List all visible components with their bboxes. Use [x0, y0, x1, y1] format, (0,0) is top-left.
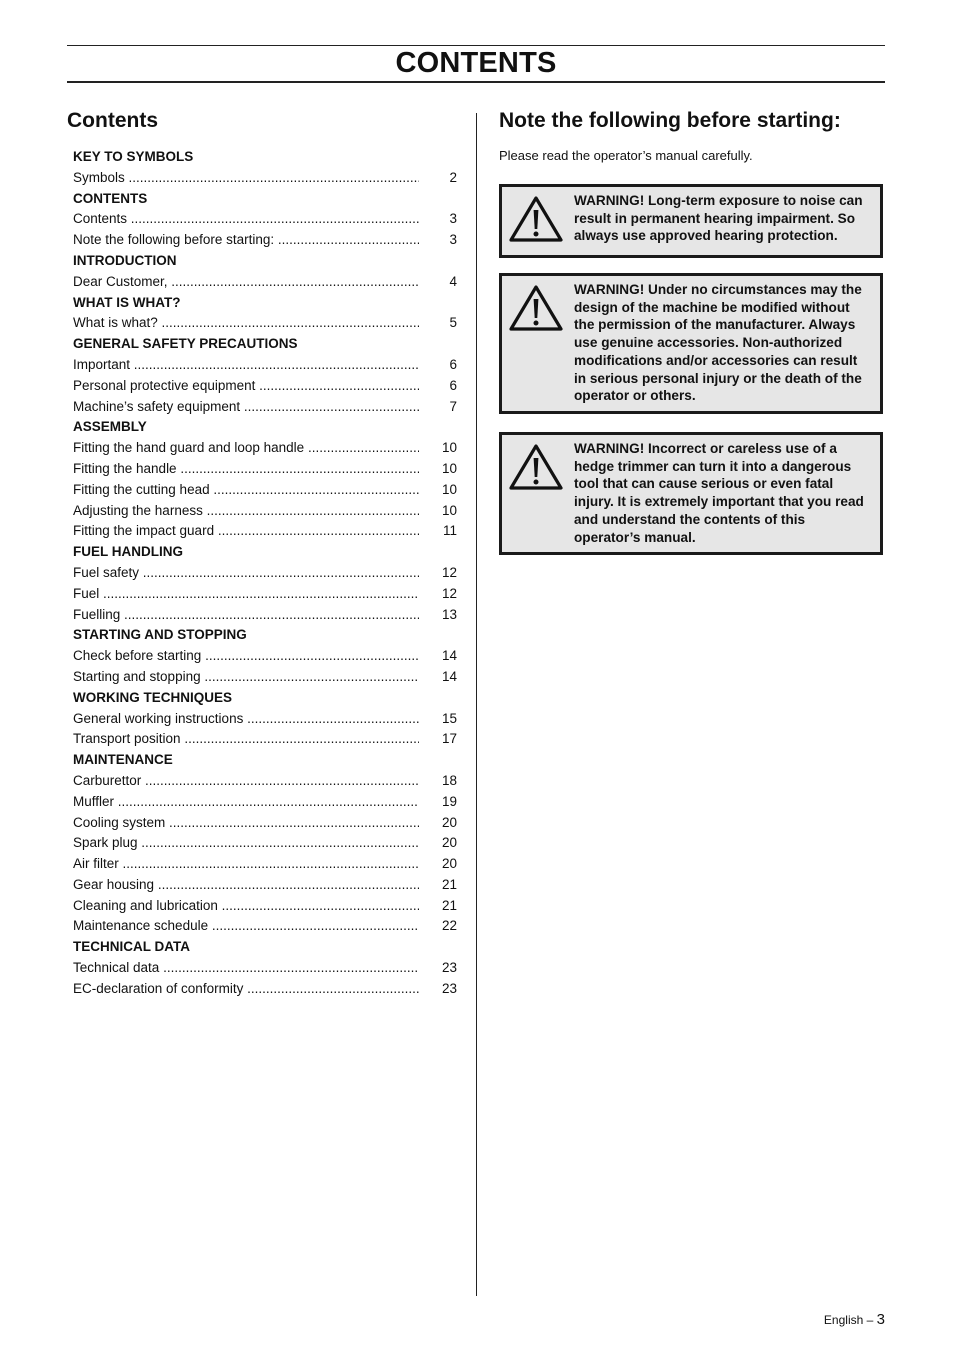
toc-entry-label: Contents .....	[73, 209, 419, 230]
toc-entry-page: 23	[441, 960, 457, 976]
toc-entry-label: Cooling system .....	[73, 813, 419, 834]
toc-entry[interactable]	[73, 667, 457, 688]
toc-entry-page: 5	[449, 315, 457, 331]
toc-entry-label: Dear Customer, .....	[73, 272, 419, 293]
toc-group-title: CONTENTS	[73, 190, 148, 206]
warning-box	[499, 184, 883, 258]
toc-group-title: GENERAL SAFETY PRECAUTIONS	[73, 336, 298, 352]
toc-entry-label: Fitting the impact guard .....	[73, 521, 419, 542]
toc-entry[interactable]	[73, 480, 457, 501]
toc-entry-label: Fuel .....	[73, 584, 419, 605]
toc-entry[interactable]	[73, 813, 457, 834]
toc-entry[interactable]	[73, 605, 457, 626]
footer-page-number: 3	[876, 1311, 885, 1328]
toc-entry[interactable]	[73, 397, 457, 418]
toc-entry-page: 17	[441, 731, 457, 747]
warning-triangle-icon	[508, 281, 566, 405]
header-bottom-rule	[67, 81, 885, 83]
notes-intro: Please read the operator’s manual carefully.	[499, 148, 753, 163]
toc-entry-page: 19	[441, 793, 457, 809]
toc-entry-page: 6	[449, 356, 457, 372]
toc-entry[interactable]	[73, 521, 457, 542]
toc-entry-page: 12	[441, 585, 457, 601]
toc-entry-page: 21	[441, 897, 457, 913]
toc-entry-label: What is what? .....	[73, 313, 419, 334]
toc-list	[67, 147, 457, 1000]
toc-entry[interactable]	[73, 584, 457, 605]
toc-group-title: TECHNICAL DATA	[73, 939, 190, 955]
toc-entry-label: Air filter .....	[73, 854, 419, 875]
toc-entry-label: Fitting the handle .....	[73, 459, 419, 480]
toc-group-title: STARTING AND STOPPING	[73, 627, 247, 643]
table-of-contents	[67, 108, 457, 1000]
footer-separator: –	[866, 1313, 874, 1327]
toc-entry[interactable]	[73, 313, 457, 334]
notes-section	[499, 108, 889, 545]
toc-entry-page: 10	[441, 502, 457, 518]
toc-entry[interactable]	[73, 459, 457, 480]
toc-entry[interactable]	[73, 916, 457, 937]
toc-entry-page: 13	[441, 606, 457, 622]
warning-box	[499, 432, 883, 555]
toc-entry[interactable]	[73, 438, 457, 459]
toc-entry[interactable]	[73, 875, 457, 896]
toc-entry-label: Transport position .....	[73, 729, 419, 750]
toc-entry[interactable]	[73, 958, 457, 979]
toc-entry-page: 21	[441, 876, 457, 892]
toc-entry[interactable]	[73, 896, 457, 917]
toc-entry[interactable]	[73, 792, 457, 813]
toc-entry-page: 22	[441, 918, 457, 934]
toc-entry-page: 20	[441, 835, 457, 851]
toc-entry-page: 7	[449, 398, 457, 414]
footer-language: English	[823, 1313, 864, 1327]
toc-entry-label: Adjusting the harness .....	[73, 501, 419, 522]
toc-entry-label: Starting and stopping .....	[73, 667, 419, 688]
warning-triangle-icon	[508, 440, 566, 546]
toc-entry-label: Carburettor .....	[73, 771, 419, 792]
toc-group-title: INTRODUCTION	[73, 252, 177, 268]
page-title: CONTENTS	[395, 47, 557, 79]
toc-entry-label: Machine’s safety equipment .....	[73, 397, 419, 418]
toc-entry-label: Fitting the hand guard and loop handle .....	[73, 438, 419, 459]
toc-entry-page: 18	[441, 772, 457, 788]
toc-entry-page: 20	[441, 814, 457, 830]
toc-entry[interactable]	[73, 376, 457, 397]
toc-entry[interactable]	[73, 646, 457, 667]
toc-entry[interactable]	[73, 501, 457, 522]
toc-entry-label: Personal protective equipment .....	[73, 376, 419, 397]
toc-entry[interactable]	[73, 709, 457, 730]
toc-entry[interactable]	[73, 563, 457, 584]
toc-entry-page: 20	[441, 856, 457, 872]
toc-entry-label: Spark plug .....	[73, 833, 419, 854]
toc-entry-page: 23	[441, 980, 457, 996]
toc-entry-label: Gear housing .....	[73, 875, 419, 896]
column-divider	[476, 113, 477, 1296]
warning-box	[499, 273, 883, 414]
toc-entry-page: 3	[449, 232, 457, 248]
toc-entry[interactable]	[73, 272, 457, 293]
toc-entry[interactable]	[73, 771, 457, 792]
toc-entry-page: 2	[449, 169, 457, 185]
toc-entry-page: 14	[441, 668, 457, 684]
toc-group-title: WORKING TECHNIQUES	[73, 689, 233, 705]
toc-entry-label: Fuelling .....	[73, 605, 419, 626]
toc-entry[interactable]	[73, 979, 457, 1000]
toc-entry-label: Muffler .....	[73, 792, 419, 813]
notes-heading: Note the following before starting:	[499, 109, 841, 132]
toc-group-title: WHAT IS WHAT?	[73, 294, 181, 310]
toc-entry-page: 6	[449, 377, 457, 393]
toc-entry-label: Symbols .....	[73, 168, 419, 189]
toc-entry-page: 10	[441, 440, 457, 456]
toc-group-title: KEY TO SYMBOLS	[73, 149, 194, 164]
toc-entry[interactable]	[73, 209, 457, 230]
warning-text: WARNING! Under no circumstances may the design of the machine be modified without the permission of the manufacturer. Always use genuine accessories. Non-authorized modifications and/or accessories can result in serious personal injury or the death of the operator or others.	[574, 282, 862, 404]
toc-group-title: MAINTENANCE	[73, 752, 173, 768]
toc-entry[interactable]	[73, 355, 457, 376]
toc-heading: Contents	[67, 109, 158, 132]
toc-entry-page: 4	[449, 273, 457, 289]
toc-entry[interactable]	[73, 833, 457, 854]
toc-group-title: FUEL HANDLING	[73, 544, 183, 560]
toc-entry-label: Cleaning and lubrication .....	[73, 896, 419, 917]
toc-entry-label: EC-declaration of conformity .....	[73, 979, 419, 1000]
toc-entry-page: 10	[441, 460, 457, 476]
page-footer	[824, 1310, 885, 1330]
toc-entry-page: 11	[442, 523, 457, 539]
toc-entry-label: Fuel safety .....	[73, 563, 419, 584]
toc-entry-page: 3	[449, 211, 457, 227]
toc-entry-label: Note the following before starting: .....	[73, 230, 419, 251]
toc-entry-label: General working instructions .....	[73, 709, 419, 730]
toc-entry-label: Check before starting .....	[73, 646, 419, 667]
warning-text: WARNING! Incorrect or careless use of a hedge trimmer can turn it into a dangerous tool that can cause serious or even fatal injury. It is extremely important that you read and understand the contents of this operator’s manual.	[574, 441, 864, 545]
toc-entry-page: 15	[441, 710, 457, 726]
toc-entry-page: 12	[441, 564, 457, 580]
toc-entry-label: Fitting the cutting head .....	[73, 480, 419, 501]
toc-entry-page: 14	[441, 648, 457, 664]
toc-entry[interactable]	[73, 729, 457, 750]
toc-entry-page: 10	[441, 481, 457, 497]
toc-entry[interactable]	[73, 854, 457, 875]
toc-entry-label: Important .....	[73, 355, 419, 376]
toc-entry-label: Technical data .....	[73, 958, 419, 979]
toc-entry[interactable]	[73, 230, 457, 251]
toc-entry-label: Maintenance schedule .....	[73, 916, 419, 937]
warning-triangle-icon	[508, 192, 566, 249]
toc-entry[interactable]	[73, 168, 457, 189]
warning-text: WARNING! Long-term exposure to noise can result in permanent hearing impairment. So always use approved hearing protection.	[574, 193, 863, 244]
toc-group-title: ASSEMBLY	[73, 419, 147, 435]
